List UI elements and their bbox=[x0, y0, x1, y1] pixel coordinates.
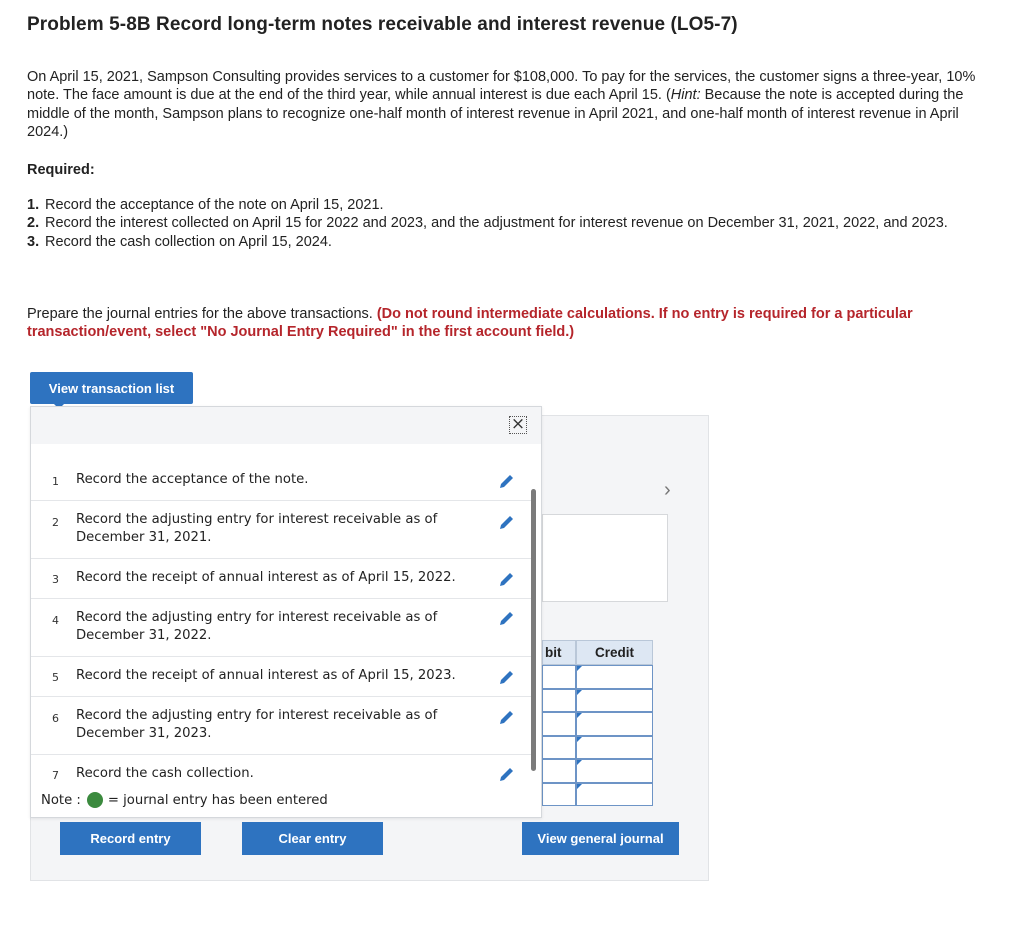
transaction-text: Record the receipt of annual interest as of April 15, 2023. bbox=[76, 668, 456, 683]
transaction-number: 7 bbox=[52, 769, 59, 782]
hint-label: Hint: bbox=[670, 87, 701, 104]
journal-grid bbox=[542, 640, 653, 806]
credit-input[interactable] bbox=[576, 689, 653, 713]
credit-input[interactable] bbox=[576, 712, 653, 736]
credit-column-header: Credit bbox=[576, 640, 653, 665]
transaction-item[interactable] bbox=[31, 501, 531, 559]
problem-text: On April 15, 2021, Sampson Consulting provides services to a customer for $108,000. To pay for the services, the customer signs a three-year, 10% note. The face amount is due at the end of the third year, while annual interest is due each April 15. ( bbox=[27, 69, 976, 104]
transaction-number: 4 bbox=[52, 614, 59, 627]
close-icon[interactable]: × bbox=[510, 414, 526, 434]
transaction-number: 2 bbox=[52, 516, 59, 529]
pencil-icon[interactable] bbox=[498, 472, 516, 490]
popup-scrollbar[interactable] bbox=[531, 489, 536, 771]
debit-input[interactable] bbox=[542, 665, 576, 689]
transaction-text: Record the acceptance of the note. bbox=[76, 472, 309, 487]
problem-description bbox=[27, 68, 992, 141]
requirement-text: Record the interest collected on April 15 for 2022 and 2023, and the adjustment for interest revenue on December 31, 2021, 2022, and 2023. bbox=[45, 215, 948, 232]
pencil-icon[interactable] bbox=[498, 570, 516, 588]
transaction-number: 3 bbox=[52, 573, 59, 586]
transaction-item[interactable] bbox=[31, 697, 531, 755]
transaction-description-box bbox=[542, 514, 668, 602]
pencil-icon[interactable] bbox=[498, 668, 516, 686]
journal-row bbox=[542, 783, 653, 807]
transaction-item[interactable] bbox=[31, 463, 531, 501]
pencil-icon[interactable] bbox=[498, 609, 516, 627]
debit-input[interactable] bbox=[542, 759, 576, 783]
transaction-text: Record the adjusting entry for interest receivable as of December 31, 2023. bbox=[76, 708, 438, 741]
hint-text: Because the note is accepted during the middle of the month, Sampson plans to recognize one-half month of interest revenue in April 2021, and one-half month of interest revenue in April 2024.) bbox=[27, 87, 964, 140]
journal-row bbox=[542, 759, 653, 783]
instructions bbox=[27, 305, 1002, 342]
debit-input[interactable] bbox=[542, 689, 576, 713]
transaction-text: Record the adjusting entry for interest receivable as of December 31, 2021. bbox=[76, 512, 438, 545]
note-label: Note : bbox=[41, 792, 81, 808]
credit-input[interactable] bbox=[576, 759, 653, 783]
credit-input[interactable] bbox=[576, 736, 653, 760]
requirement-number: 2. bbox=[27, 215, 40, 232]
debit-input[interactable] bbox=[542, 783, 576, 807]
record-entry-button[interactable]: Record entry bbox=[60, 822, 201, 855]
requirement-item bbox=[27, 196, 992, 214]
page-title: Problem 5-8B Record long-term notes receivable and interest revenue (LO5-7) bbox=[27, 14, 738, 35]
transaction-number: 5 bbox=[52, 671, 59, 684]
journal-row bbox=[542, 712, 653, 736]
credit-input[interactable] bbox=[576, 783, 653, 807]
transaction-text: Record the cash collection. bbox=[76, 766, 254, 781]
requirement-number: 1. bbox=[27, 197, 40, 213]
pencil-icon[interactable] bbox=[498, 765, 516, 783]
pencil-icon[interactable] bbox=[498, 513, 516, 531]
transaction-number: 6 bbox=[52, 712, 59, 725]
transaction-text: Record the receipt of annual interest as of April 15, 2022. bbox=[76, 570, 456, 585]
view-transaction-list-button[interactable]: View transaction list bbox=[30, 372, 193, 404]
transaction-text: Record the adjusting entry for interest receivable as of December 31, 2022. bbox=[76, 610, 438, 643]
instructions-warning: (Do not round intermediate calculations. If no entry is required for a particular transaction/event, select "No Journal Entry Required" in the first account field.) bbox=[27, 306, 913, 341]
requirement-text: Record the cash collection on April 15, 2024. bbox=[45, 233, 332, 250]
required-heading: Required: bbox=[27, 162, 95, 178]
transaction-item[interactable] bbox=[31, 599, 531, 657]
transaction-list bbox=[31, 463, 531, 785]
view-general-journal-button[interactable]: View general journal bbox=[522, 822, 679, 855]
debit-input[interactable] bbox=[542, 712, 576, 736]
credit-input[interactable] bbox=[576, 665, 653, 689]
popup-header bbox=[31, 407, 541, 444]
transaction-item[interactable] bbox=[31, 755, 531, 785]
journal-grid-header bbox=[542, 640, 653, 665]
pencil-icon[interactable] bbox=[498, 708, 516, 726]
journal-row bbox=[542, 736, 653, 760]
requirement-item bbox=[27, 214, 992, 232]
note-text: = journal entry has been entered bbox=[107, 792, 328, 808]
journal-row bbox=[542, 689, 653, 713]
requirement-text: Record the acceptance of the note on April 15, 2021. bbox=[45, 197, 384, 213]
journal-row bbox=[542, 665, 653, 689]
transaction-list-popup bbox=[30, 406, 542, 818]
requirement-number: 3. bbox=[27, 233, 40, 250]
instructions-text: Prepare the journal entries for the above transactions. bbox=[27, 306, 377, 322]
clear-entry-button[interactable]: Clear entry bbox=[242, 822, 383, 855]
requirement-item bbox=[27, 233, 992, 251]
chevron-right-icon[interactable]: › bbox=[664, 479, 671, 501]
legend-note bbox=[41, 792, 328, 808]
transaction-item[interactable] bbox=[31, 657, 531, 697]
debit-input[interactable] bbox=[542, 736, 576, 760]
transaction-number: 1 bbox=[52, 475, 59, 488]
debit-column-header: bit bbox=[542, 640, 576, 665]
entered-indicator-icon bbox=[87, 792, 103, 808]
transaction-item[interactable] bbox=[31, 559, 531, 599]
requirements-list bbox=[27, 196, 992, 251]
